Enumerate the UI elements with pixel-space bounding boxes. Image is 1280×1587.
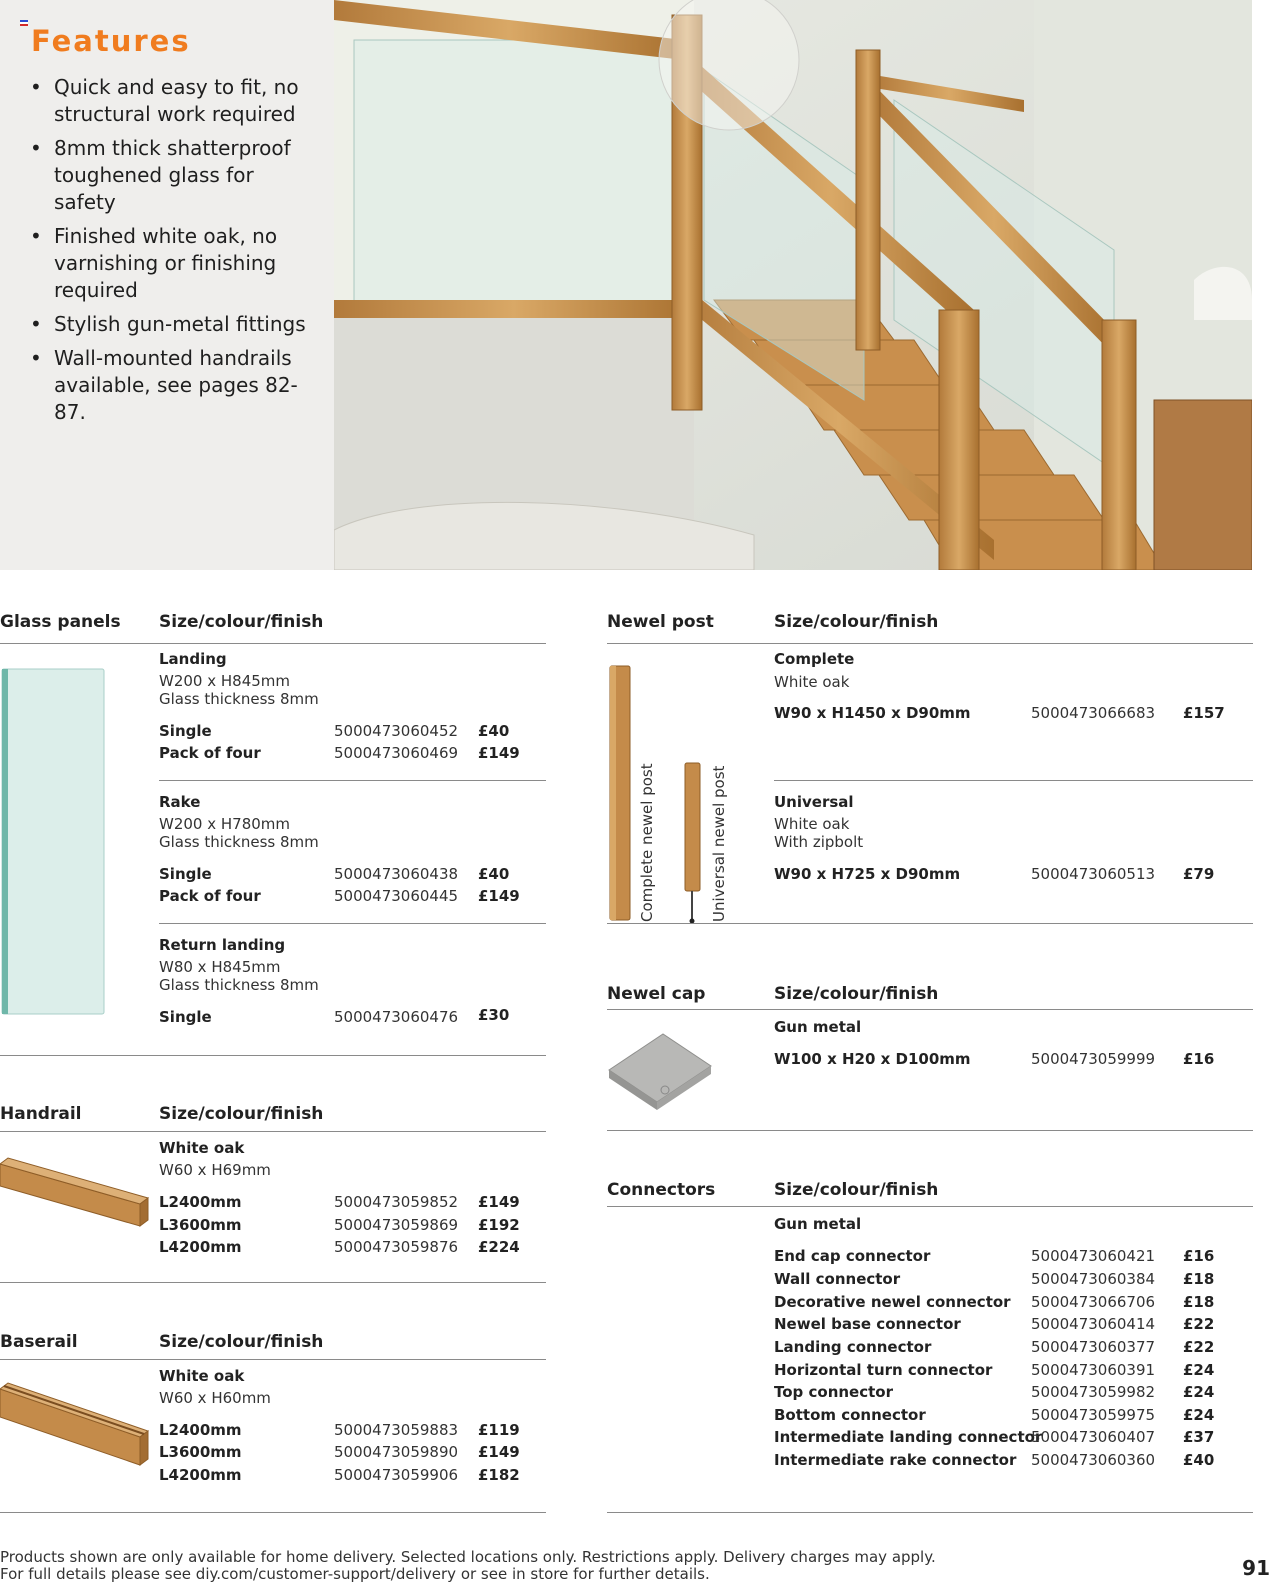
product-price: £18 (1183, 1270, 1215, 1288)
product-thickness: Glass thickness 8mm (159, 690, 319, 708)
product-code: 5000473059999 (1031, 1050, 1156, 1068)
product-price: £119 (478, 1421, 520, 1439)
product-code: 5000473059883 (334, 1421, 459, 1439)
product-code: 5000473066683 (1031, 704, 1156, 722)
product-price: £149 (478, 1193, 520, 1211)
variant-label: L2400mm (159, 1421, 242, 1439)
image-caption: Universal newel post (710, 765, 728, 922)
divider (0, 1359, 546, 1360)
divider (159, 780, 546, 781)
variant-label: Pack of four (159, 887, 261, 905)
feature-item: • Wall-mounted handrails available, see pages 82-87. (30, 345, 320, 426)
product-code: 5000473059982 (1031, 1383, 1156, 1401)
product-price: £22 (1183, 1338, 1215, 1356)
variant-label: L3600mm (159, 1443, 242, 1461)
product-price: £157 (1183, 704, 1225, 722)
divider (774, 780, 1253, 781)
delivery-disclaimer (0, 1549, 936, 1583)
product-code: 5000473059876 (334, 1238, 459, 1256)
universal-newel-post-image (682, 760, 704, 926)
handrail-section (0, 1104, 546, 1284)
handrail-image (0, 1154, 150, 1234)
divider (0, 1131, 546, 1132)
product-code: 5000473060407 (1031, 1428, 1156, 1446)
divider (607, 1009, 1253, 1010)
divider (159, 923, 546, 924)
product-price: £18 (1183, 1293, 1215, 1311)
feature-item: • Quick and easy to fit, no structural work required (30, 74, 320, 128)
divider (607, 1206, 1253, 1207)
product-finish: White oak (159, 1367, 245, 1385)
product-size: W100 x H20 x D100mm (774, 1050, 971, 1068)
product-finish: White oak (774, 815, 850, 833)
connector-name: Top connector (774, 1383, 893, 1401)
product-code: 5000473060360 (1031, 1451, 1156, 1469)
newel-cap-image (607, 1032, 715, 1112)
divider (607, 1512, 1253, 1513)
section-heading: Newel post (607, 612, 714, 632)
product-size: W80 x H845mm (159, 958, 281, 976)
product-code: 5000473060445 (334, 887, 459, 905)
column-heading: Size/colour/finish (159, 1104, 324, 1124)
product-code: 5000473059975 (1031, 1406, 1156, 1424)
product-price: £182 (478, 1466, 520, 1484)
product-price: £224 (478, 1238, 520, 1256)
section-heading: Handrail (0, 1104, 82, 1124)
product-thickness: Glass thickness 8mm (159, 976, 319, 994)
divider (607, 1130, 1253, 1131)
product-price: £24 (1183, 1361, 1215, 1379)
features-list (30, 74, 320, 433)
disclaimer-line: Products shown are only available for home delivery. Selected locations only. Restrictions apply. Delivery charges may apply. (0, 1548, 936, 1566)
variant-label: L4200mm (159, 1238, 242, 1256)
product-name: Complete (774, 650, 855, 668)
product-price: £30 (478, 1006, 510, 1024)
disclaimer-line: For full details please see diy.com/customer-support/delivery or see in store for further details. (0, 1565, 710, 1583)
product-code: 5000473059890 (334, 1443, 459, 1461)
product-name: Landing (159, 650, 227, 668)
connector-name: Landing connector (774, 1338, 932, 1356)
divider (607, 643, 1253, 644)
product-size: W60 x H69mm (159, 1161, 271, 1179)
product-name: Universal (774, 793, 854, 811)
divider (0, 1512, 546, 1513)
complete-newel-post-image (607, 662, 637, 924)
column-heading: Size/colour/finish (159, 612, 324, 632)
product-code: 5000473060414 (1031, 1315, 1156, 1333)
newel-post-section (607, 612, 1253, 932)
product-price: £16 (1183, 1050, 1215, 1068)
product-code: 5000473060384 (1031, 1270, 1156, 1288)
product-finish: White oak (774, 673, 850, 691)
column-heading: Size/colour/finish (774, 1180, 939, 1200)
product-price: £192 (478, 1216, 520, 1234)
features-panel (0, 0, 334, 570)
image-caption: Complete newel post (638, 763, 656, 922)
features-title: Features (31, 24, 191, 58)
connector-name: Horizontal turn connector (774, 1361, 993, 1379)
column-heading: Size/colour/finish (159, 1332, 324, 1352)
product-code: 5000473066706 (1031, 1293, 1156, 1311)
section-heading: Glass panels (0, 612, 121, 632)
product-price: £149 (478, 1443, 520, 1461)
product-code: 5000473060421 (1031, 1247, 1156, 1265)
product-code: 5000473060452 (334, 722, 459, 740)
product-finish: Gun metal (774, 1018, 862, 1036)
page-number: 91 (1242, 1556, 1270, 1580)
divider (607, 923, 1253, 924)
variant-label: Pack of four (159, 744, 261, 762)
divider (0, 1055, 546, 1056)
product-code: 5000473059906 (334, 1466, 459, 1484)
product-size: W200 x H780mm (159, 815, 291, 833)
glass-panel-image (0, 667, 106, 1017)
product-price: £24 (1183, 1406, 1215, 1424)
product-code: 5000473060438 (334, 865, 459, 883)
product-price: £40 (1183, 1451, 1215, 1469)
variant-label: Single (159, 1008, 212, 1026)
product-size: W90 x H1450 x D90mm (774, 704, 971, 722)
connector-name: Intermediate rake connector (774, 1451, 1017, 1469)
product-code: 5000473059869 (334, 1216, 459, 1234)
connector-name: Bottom connector (774, 1406, 926, 1424)
product-price: £37 (1183, 1428, 1215, 1446)
product-price: £24 (1183, 1383, 1215, 1401)
product-note: With zipbolt (774, 833, 864, 851)
product-price: £149 (478, 887, 520, 905)
feature-item: • 8mm thick shatterproof toughened glass for safety (30, 135, 320, 216)
connector-name: Intermediate landing connector (774, 1428, 1043, 1446)
product-name: Return landing (159, 936, 286, 954)
product-thickness: Glass thickness 8mm (159, 833, 319, 851)
newel-cap-section (607, 984, 1253, 1134)
product-size: W200 x H845mm (159, 672, 291, 690)
product-code: 5000473059852 (334, 1193, 459, 1211)
variant-label: Single (159, 722, 212, 740)
product-code: 5000473060513 (1031, 865, 1156, 883)
staircase-photo (334, 0, 1252, 570)
product-name: Rake (159, 793, 201, 811)
divider (0, 643, 546, 644)
connectors-section (607, 1180, 1253, 1512)
variant-label: Single (159, 865, 212, 883)
product-size: W60 x H60mm (159, 1389, 271, 1407)
product-price: £16 (1183, 1247, 1215, 1265)
feature-item: • Finished white oak, no varnishing or finishing required (30, 223, 320, 304)
flag-icon (20, 20, 28, 26)
product-code: 5000473060391 (1031, 1361, 1156, 1379)
feature-item: • Stylish gun-metal fittings (30, 311, 320, 338)
column-heading: Size/colour/finish (774, 612, 939, 632)
product-price: £22 (1183, 1315, 1215, 1333)
product-finish: White oak (159, 1139, 245, 1157)
product-code: 5000473060469 (334, 744, 459, 762)
section-heading: Baserail (0, 1332, 78, 1352)
variant-label: L3600mm (159, 1216, 242, 1234)
product-price: £79 (1183, 865, 1215, 883)
connector-name: Decorative newel connector (774, 1293, 1011, 1311)
section-heading: Connectors (607, 1180, 716, 1200)
baserail-section (0, 1332, 546, 1512)
column-heading: Size/colour/finish (774, 984, 939, 1004)
divider (0, 1282, 546, 1283)
variant-label: L2400mm (159, 1193, 242, 1211)
product-code: 5000473060476 (334, 1008, 459, 1026)
product-finish: Gun metal (774, 1215, 862, 1233)
product-price: £149 (478, 744, 520, 762)
glass-panels-section (0, 612, 546, 1052)
connector-name: Newel base connector (774, 1315, 961, 1333)
baserail-image (0, 1377, 150, 1472)
variant-label: L4200mm (159, 1466, 242, 1484)
product-price: £40 (478, 722, 510, 740)
product-size: W90 x H725 x D90mm (774, 865, 961, 883)
section-heading: Newel cap (607, 984, 706, 1004)
connector-name: End cap connector (774, 1247, 931, 1265)
product-code: 5000473060377 (1031, 1338, 1156, 1356)
connector-name: Wall connector (774, 1270, 901, 1288)
product-price: £40 (478, 865, 510, 883)
